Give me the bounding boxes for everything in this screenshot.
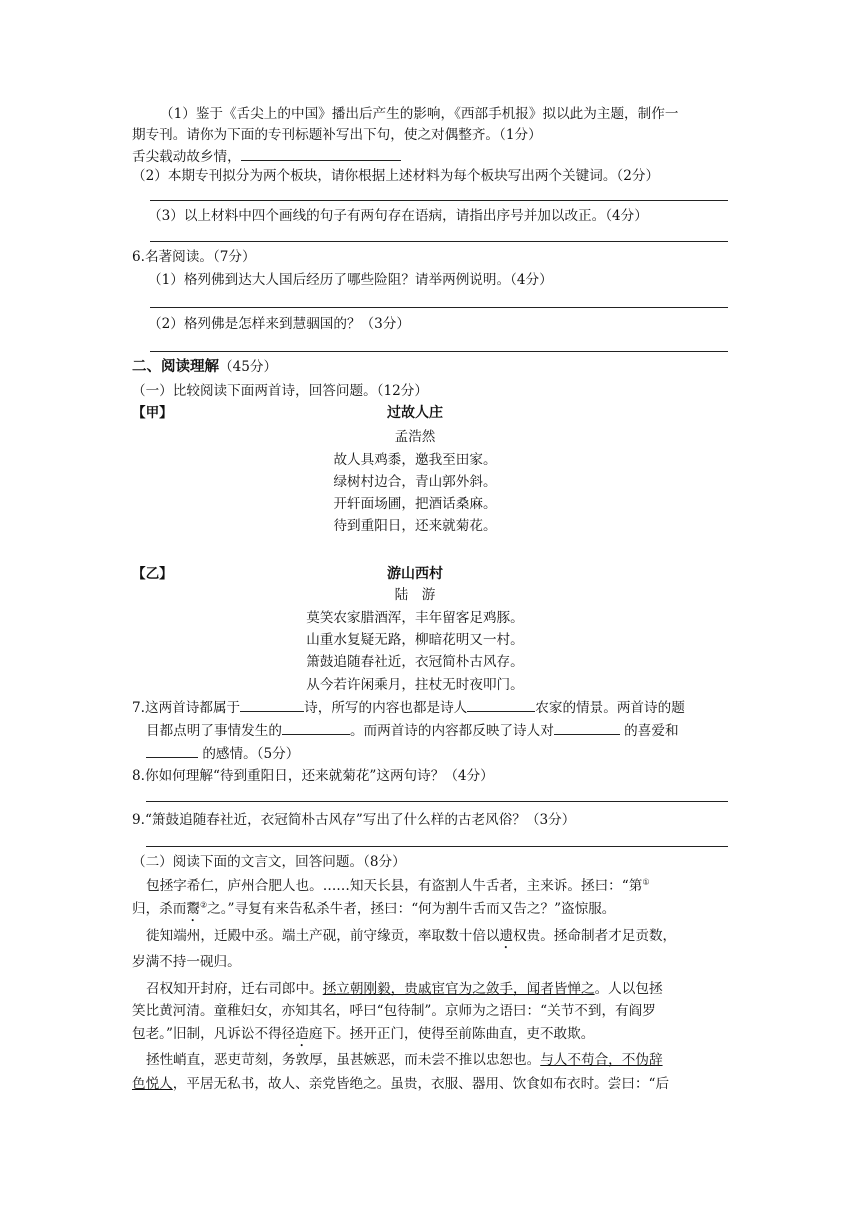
passage-text: ，平居无私书，故人、亲党皆绝之。虽贵，衣服、器用、饮食如布衣时。尝曰：“后: [172, 1076, 670, 1092]
dotted-word-wei: 遗: [499, 928, 514, 944]
poem-b-line-4: 从今若许闲乘月，拄杖无时夜叩门。: [306, 677, 524, 693]
q5-couplet-answer-blank[interactable]: [241, 146, 401, 161]
poem-a-line-4: 待到重阳日，还来就菊花。: [333, 518, 497, 534]
passage-p3-line2: 笑比黄河清。童稚妇女，亦知其名，呼曰“包待制”。京师为之语曰：“关节不到，有阎罗: [132, 1003, 656, 1019]
q8-answer-line[interactable]: [146, 801, 728, 802]
passage-p3-line3: [132, 1024, 594, 1050]
poem-a-author: 孟浩然: [394, 429, 436, 445]
q5-sub3-answer-line[interactable]: [150, 241, 728, 242]
passage-p2-line1: [146, 926, 676, 952]
q7-line3: [146, 743, 299, 764]
q6-sub2: （2）格列佛是怎样来到慧骃国的？（3分）: [148, 316, 410, 332]
passage-text: 归，杀而: [132, 901, 187, 917]
q5-sub1-line2: 期专刊。请你为下面的专刊标题补写出下句，使之对偶整齐。（1分）: [132, 127, 542, 143]
passage-text: 权贵。拯命制者才足贡数，: [513, 928, 677, 944]
footnote-mark-2: ②: [199, 900, 208, 910]
q6-heading: 6.名著阅读。（7分）: [132, 249, 256, 265]
passage-text: 召权知开封府，迁右司郎中。: [146, 981, 323, 997]
q7-blank-3[interactable]: [282, 720, 350, 735]
q7-text-4: 目都点明了事情发生的: [146, 723, 282, 739]
q7-text-1: 7.这两首诗都属于: [132, 700, 241, 716]
q6-sub2-answer-line[interactable]: [150, 351, 728, 352]
q7-text-3: 农家的情景。两首诗的题: [535, 700, 685, 716]
passage-text: 庭下。拯开正门，使得至前陈曲直，吏不敢欺。: [308, 1026, 595, 1042]
q7-text-7: 的感情。（5分）: [198, 746, 300, 762]
q9-answer-line[interactable]: [146, 846, 728, 847]
q7-blank-5[interactable]: [146, 743, 198, 758]
poem-a-tag: 【甲】: [132, 405, 173, 421]
poem-b-line-1: 莫笑农家腊酒浑，丰年留客足鸡豚。: [306, 610, 524, 626]
passage-p4-line2: [132, 1074, 669, 1094]
section-heading: [132, 357, 277, 377]
dotted-word-zao: 造: [295, 1026, 309, 1042]
q5-couplet-first: 舌尖载动故乡情，: [132, 149, 241, 165]
q5-sub1-line1: （1）鉴于《舌尖上的中国》播出后产生的影响，《西部手机报》拟以此为主题，制作一: [160, 106, 679, 122]
q6-sub1-answer-line[interactable]: [150, 307, 728, 308]
q8-prompt: 8.你如何理解“待到重阳日，还来就菊花”这两句诗？（4分）: [132, 768, 494, 784]
underlined-sentence-2a: 与人不苟合，不伪辞: [540, 1052, 663, 1068]
q7-line1: [132, 697, 685, 718]
passage-text: 包拯字希仁，庐州合肥人也。……知天长县，有盗割人牛舌者，主来诉。拯曰：“第: [146, 878, 643, 894]
q6-sub1: （1）格列佛到达大人国后经历了哪些险阻？请举两例说明。（4分）: [148, 272, 553, 288]
poem-a-line-1: 故人具鸡黍，邀我至田家。: [333, 452, 497, 468]
passage-p4-line1: [146, 1050, 663, 1070]
q7-blank-1[interactable]: [240, 697, 304, 712]
section-score: （45分）: [219, 359, 278, 375]
poem-a-line-2: 绿树村边合，青山郭外斜。: [333, 474, 497, 490]
passage-p1-line2: [132, 899, 615, 925]
poem-b-title: 游山西村: [387, 566, 443, 582]
part1-heading: （一）比较阅读下面两首诗，回答问题。（12分）: [132, 383, 428, 399]
q7-blank-2[interactable]: [467, 697, 535, 712]
section-title: 二、阅读理解: [132, 359, 219, 375]
q9-prompt: 9.“箫鼓追随春社近，衣冠简朴古风存”写出了什么样的古老风俗？（3分）: [132, 812, 576, 828]
passage-p3-line1: [146, 979, 663, 999]
q5-sub3: （3）以上材料中四个画线的句子有两句存在语病，请指出序号并加以改正。（4分）: [148, 208, 648, 224]
q5-sub2-answer-line[interactable]: [150, 200, 728, 201]
underlined-sentence-2b: 色悦人: [132, 1076, 173, 1092]
footnote-mark-1: ①: [642, 877, 650, 887]
passage-text: 包老。”旧制，凡诉讼不得径: [132, 1026, 296, 1042]
q7-line2: [146, 720, 679, 741]
q5-sub2: （2）本期专刊拟分为两个板块，请你根据上述材料为每个板块写出两个关键词。（2分）: [132, 168, 660, 184]
passage-text: 拯性峭直，恶吏苛刻，务敦厚，虽甚嫉恶，而未尝不推以忠恕也。: [146, 1052, 541, 1068]
poem-b-line-3: 箫鼓追随春社近，衣冠简朴古风存。: [306, 654, 524, 670]
passage-text: 。人以包拯: [594, 981, 663, 997]
dotted-word-yu: 鬻: [186, 901, 200, 917]
q7-text-5: 。而两首诗的内容都反映了诗人对: [349, 723, 554, 739]
part2-heading: （二）阅读下面的文言文，回答问题。（8分）: [132, 854, 406, 870]
q7-text-6: 的喜爱和: [619, 723, 679, 739]
passage-p1-line1: [146, 876, 650, 896]
q7-text-2: 诗，所写的内容也都是诗人: [304, 700, 468, 716]
poem-b-author: 陆 游: [394, 587, 436, 603]
q5-sub1-line3: [132, 146, 401, 167]
passage-text: 徙知端州，迁殿中丞。端土产砚，前守缘贡，率取数十倍以: [146, 928, 500, 944]
poem-b-tag: 【乙】: [132, 566, 173, 582]
poem-a-line-3: 开轩面场圃，把酒话桑麻。: [333, 496, 497, 512]
passage-text: 之。”寻复有来告私杀牛者，拯曰：“何为割牛舌而又告之？”盗惊服。: [207, 901, 616, 917]
poem-a-title: 过故人庄: [387, 405, 443, 421]
passage-p2-line2: 岁满不持一砚归。: [132, 954, 241, 970]
poem-b-line-2: 山重水复疑无路，柳暗花明又一村。: [306, 632, 524, 648]
q7-blank-4[interactable]: [554, 720, 620, 735]
underlined-sentence-1: 拯立朝刚毅，贵戚宦官为之敛手，闻者皆惮之: [322, 981, 595, 997]
